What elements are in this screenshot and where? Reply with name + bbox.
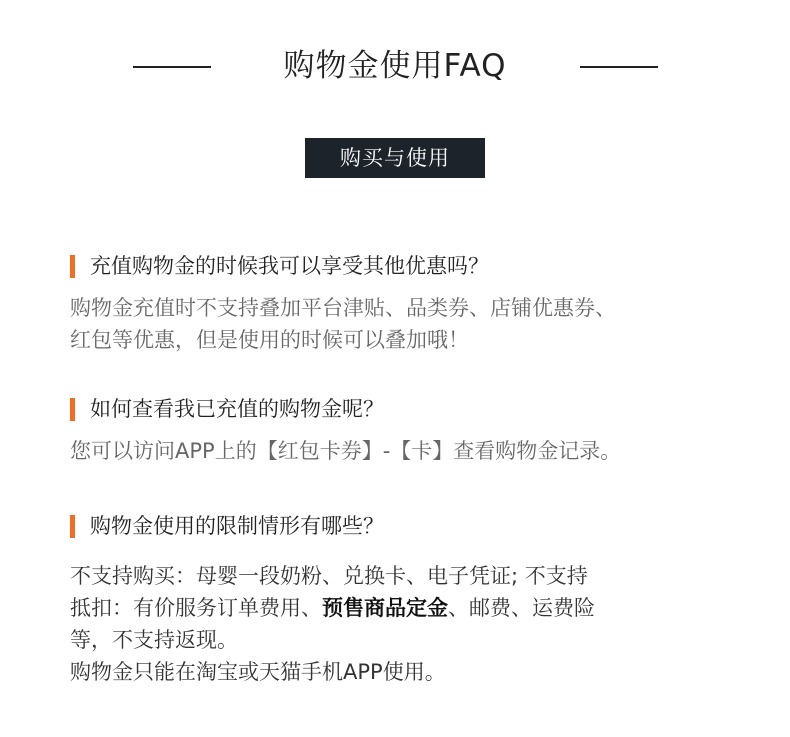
answer-highlight: 预售商品定金 [322,596,448,620]
faq-answer [70,292,730,356]
question-marker [70,255,75,278]
answer-line: 您可以访问APP上的【红包卡券】-【卡】查看购物金记录。 [70,439,622,463]
answer-line: 购物金充值时不支持叠加平台津贴、品类券、店铺优惠券、 [70,296,616,320]
page-title: 购物金使用FAQ [283,48,507,84]
answer-line: 购物金只能在淘宝或天猫手机APP使用。 [70,660,446,684]
question-marker [70,398,75,421]
faq-question [70,251,730,281]
answer-text: 、邮费、运费险 [448,596,595,620]
question-marker [70,515,75,538]
faq-item-3 [70,511,730,688]
title-right-rule [580,66,658,68]
faq-question [70,394,730,424]
faq-answer [70,560,730,688]
answer-line: 红包等优惠，但是使用的时候可以叠加哦！ [70,328,469,352]
faq-item-2 [70,394,730,467]
faq-item-1 [70,251,730,356]
answer-text: 抵扣：有价服务订单费用、 [70,596,322,620]
faq-question [70,511,730,541]
section-badge: 购买与使用 [305,138,485,178]
faq-question-text: 如何查看我已充值的购物金呢？ [90,397,384,421]
answer-line: 不支持购买：母婴一段奶粉、兑换卡、电子凭证; 不支持 [70,564,588,588]
faq-answer [70,435,730,467]
faq-question-text: 购物金使用的限制情形有哪些？ [90,514,384,538]
answer-line: 等，不支持返现。 [70,628,238,652]
page-header [0,44,790,88]
faq-question-text: 充值购物金的时候我可以享受其他优惠吗？ [90,254,489,278]
answer-line [70,592,730,624]
